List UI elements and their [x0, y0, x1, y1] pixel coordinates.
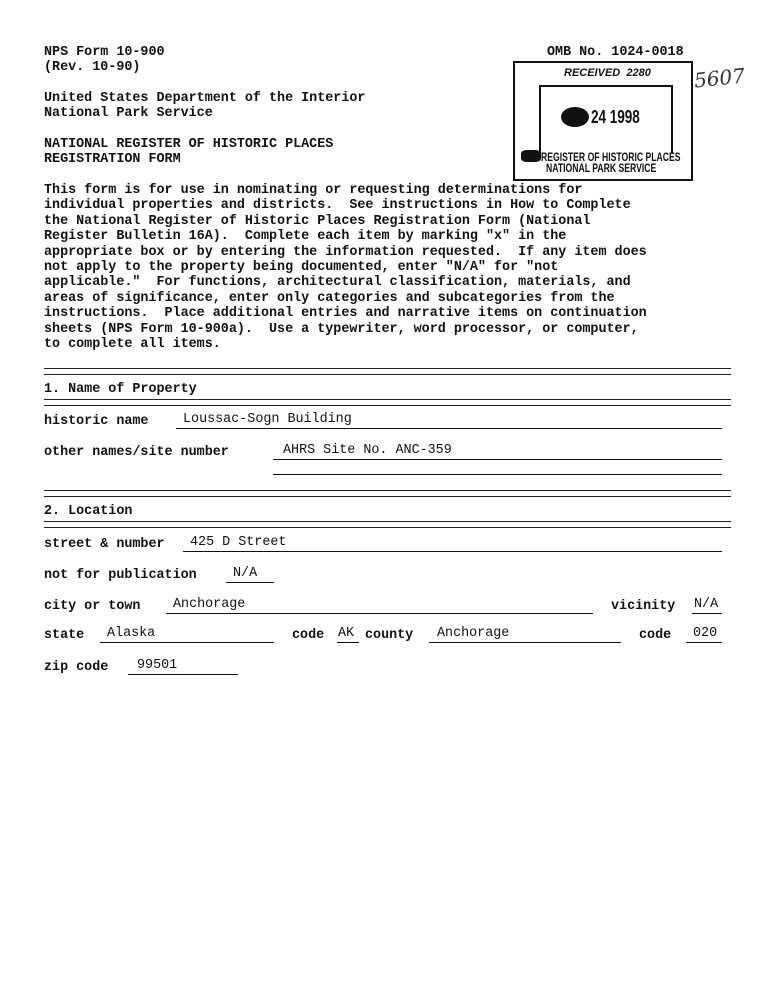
instruction-line: Register Bulletin 16A). Complete each item by marking "x" in the [44, 229, 567, 245]
vicinity-value: N/A [694, 597, 719, 612]
instruction-line: applicable." For functions, architectural classification, materials, and [44, 275, 631, 291]
instruction-line: not apply to the property being documented, enter "N/A" for "not [44, 260, 559, 276]
not-for-publication-label: not for publication [44, 568, 197, 583]
county-value: Anchorage [437, 626, 510, 641]
stamp-register-line: REGISTER OF HISTORIC PLACES [541, 150, 681, 164]
county-code-value: 020 [693, 626, 718, 641]
department-line-1: United States Department of the Interior [44, 91, 366, 106]
omb-number: OMB No. 1024-0018 [547, 45, 684, 60]
state-code-label: code [292, 628, 325, 643]
instruction-line: to complete all items. [44, 337, 221, 353]
instruction-line: This form is for use in nominating or requesting determinations for [44, 183, 583, 198]
other-names-value: AHRS Site No. ANC-359 [283, 443, 452, 458]
section-divider [44, 399, 731, 406]
instruction-line: appropriate box or by entering the information requested. If any item does [44, 244, 647, 260]
state-code-line [337, 642, 359, 643]
section-divider [44, 368, 731, 375]
stamp-date: 24 1998 [591, 107, 640, 127]
county-code-line [686, 642, 722, 643]
other-names-line-2 [273, 474, 722, 475]
zip-label: zip code [44, 660, 109, 675]
city-label: city or town [44, 599, 141, 614]
instruction-line: sheets (NPS Form 10-900a). Use a typewriter, word processor, or computer, [44, 321, 639, 337]
section-2-heading: 2. Location [44, 504, 133, 519]
city-line [166, 613, 593, 614]
not-for-publication-line [226, 582, 274, 583]
section-divider [44, 490, 731, 497]
not-for-publication-value: N/A [233, 566, 258, 581]
street-value: 425 D Street [190, 535, 287, 550]
stamp-received: RECEIVED 2280 [564, 67, 651, 79]
county-line [429, 642, 621, 643]
street-line [183, 551, 722, 552]
zip-line [128, 674, 238, 675]
section-1-heading: 1. Name of Property [44, 382, 197, 397]
county-label: county [365, 628, 414, 643]
historic-name-label: historic name [44, 414, 149, 429]
city-value: Anchorage [173, 597, 246, 612]
state-label: state [44, 628, 85, 643]
state-code-value: AK [338, 626, 355, 641]
stamp-ink-mark [521, 150, 541, 162]
historic-name-value: Loussac-Sogn Building [183, 412, 352, 427]
department-line-2: National Park Service [44, 106, 213, 121]
state-value: Alaska [107, 626, 156, 641]
form-title-line-1: NATIONAL REGISTER OF HISTORIC PLACES [44, 137, 334, 152]
stamp-ink-blot [561, 107, 589, 127]
form-title-line-2: REGISTRATION FORM [44, 152, 181, 167]
vicinity-label: vicinity [611, 599, 676, 614]
handwritten-number: 5607 [692, 63, 747, 93]
other-names-label: other names/site number [44, 445, 229, 460]
instruction-line: the National Register of Historic Places Registration Form (National [44, 213, 591, 229]
county-code-label: code [639, 628, 672, 643]
instructions-paragraph [44, 183, 744, 352]
form-revision: (Rev. 10-90) [44, 60, 141, 75]
other-names-line [273, 459, 722, 460]
form-number: NPS Form 10-900 [44, 45, 165, 60]
zip-value: 99501 [137, 658, 178, 673]
instruction-line: individual properties and districts. See instructions in How to Complete [44, 198, 631, 214]
vicinity-line [692, 613, 722, 614]
state-line [100, 642, 274, 643]
stamp-nps-line: NATIONAL PARK SERVICE [546, 161, 657, 175]
section-divider [44, 521, 731, 528]
instruction-line: areas of significance, enter only categories and subcategories from the [44, 290, 615, 306]
historic-name-line [176, 428, 722, 429]
instruction-line: instructions. Place additional entries and narrative items on continuation [44, 306, 647, 322]
street-label: street & number [44, 537, 165, 552]
